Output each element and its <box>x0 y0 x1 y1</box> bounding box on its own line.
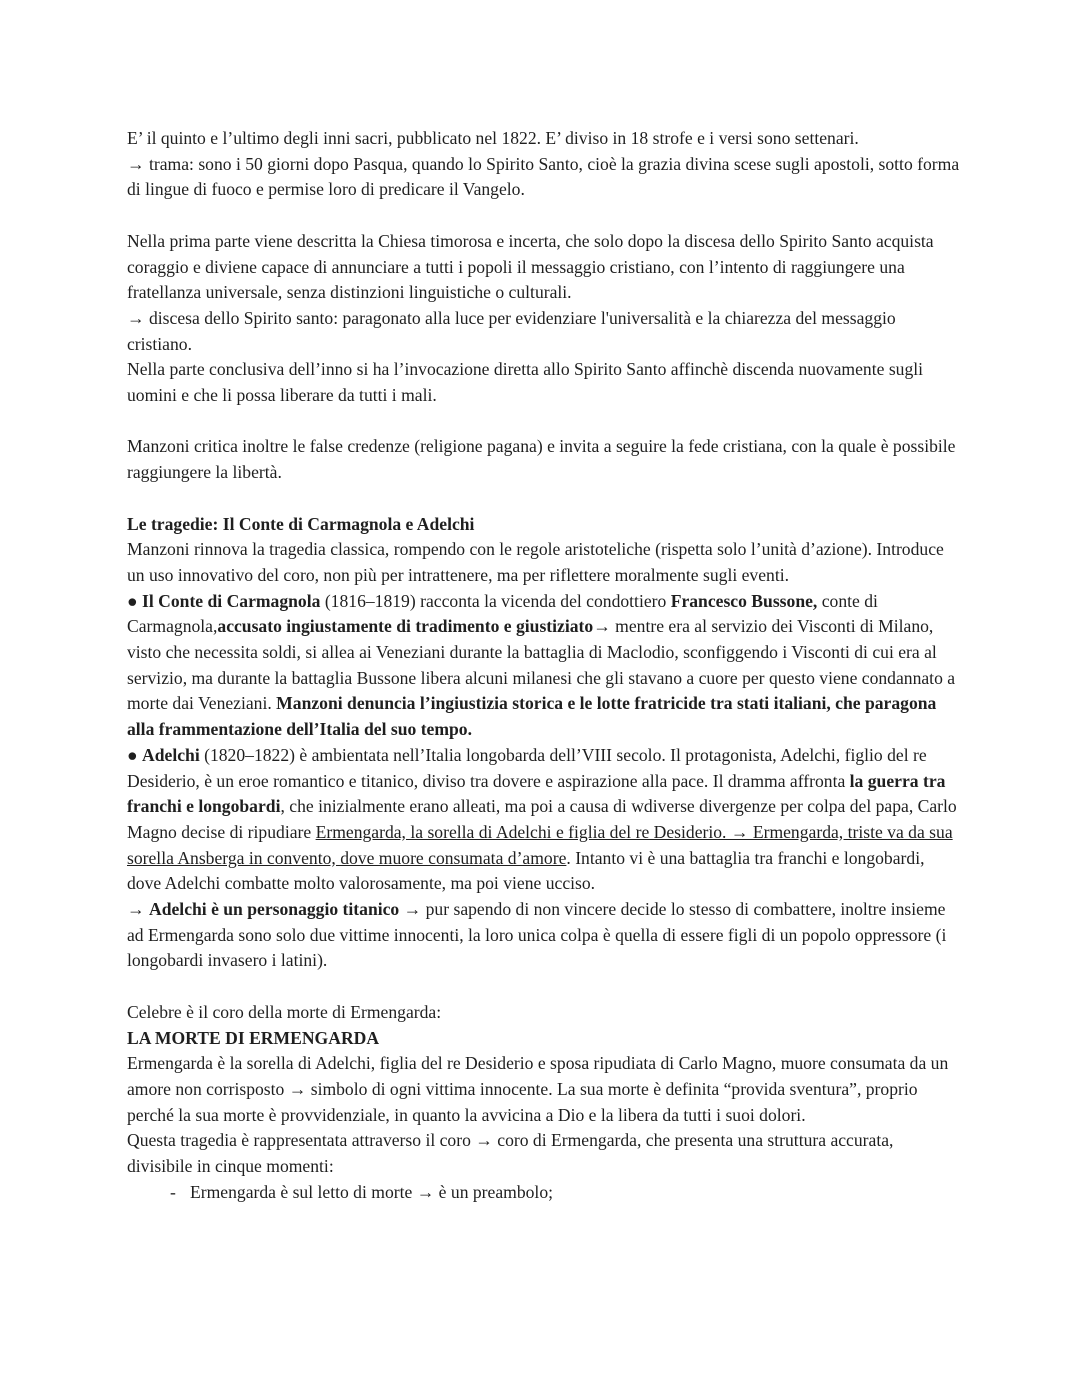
ermengarda-heading: LA MORTE DI ERMENGARDA <box>127 1027 380 1048</box>
adelchi-text-1: (1820–1822) è ambientata nell’Italia longobarda dell’VIII secolo. Il protagonista, Adelchi, figlio del re Desiderio, è un eroe romantico e titanico, diviso tra dovere e aspirazione alla pace. Il dramma affronta <box>127 744 927 791</box>
tragedie-heading: Le tragedie: Il Conte di Carmagnola e Adelchi <box>127 513 475 534</box>
dash-mark: - <box>170 1181 176 1202</box>
adelchi-underlined: Ermengarda, la sorella di Adelchi e figlia del re Desiderio. → Ermengarda, triste va da sua sorella Ansberga in convento, dove muore consumata d’amore <box>127 821 953 868</box>
carmagnola-text-1: (1816–1819) racconta la vicenda del condottiero <box>320 590 671 611</box>
ermengarda-moments-list <box>127 1180 962 1206</box>
bullet-mark: ● <box>127 744 143 765</box>
carmagnola-paragraph <box>127 589 962 743</box>
tragedie-intro: Manzoni rinnova la tragedia classica, rompendo con le regole aristoteliche (rispetta solo l’unità d’azione). Introduce un uso innovativo del coro, non più per intrattenere, ma per riflettere moralmente sugli eventi. <box>127 539 944 585</box>
adelchi-text-3: . Intanto vi è una battaglia tra franchi e longobardi, dove Adelchi combatte molto valorosamente, ma poi viene ucciso. <box>127 847 925 894</box>
ermengarda-intro: Celebre è il coro della morte di Ermengarda: <box>127 1001 442 1022</box>
spacer <box>127 409 962 435</box>
spacer <box>127 974 962 1000</box>
carmagnola-bold-1: Francesco Bussone, <box>670 590 818 611</box>
titanic-bold: Adelchi è un personaggio titanico <box>149 899 400 920</box>
adelchi-title: Adelchi <box>142 744 200 765</box>
carmagnola-text-3: → mentre era al servizio dei Visconti di Milano, visto che necessita soldi, si allea ai Veneziani durante la battaglia di Maclodio, sconfiggendo i Visconti di cui era al servizio, ma durante la battaglia Bussone libera alcuni milanesi che gli stavano a cuore per questo viene condannato a morte dai Veneziani. <box>127 616 956 714</box>
spacer <box>127 486 962 512</box>
arrow-mark: → <box>127 899 149 920</box>
intro-line-1: E’ il quinto e l’ultimo degli inni sacri, pubblicato nel 1822. E’ diviso in 18 strofe e i versi sono settenari. <box>127 128 859 148</box>
carmagnola-title: Il Conte di Carmagnola <box>142 590 321 611</box>
bullet-mark: ● <box>127 590 143 611</box>
critique-paragraph: Manzoni critica inoltre le false credenze (religione pagana) e invita a seguire la fede cristiana, con la quale è possibile raggiungere la libertà. <box>127 436 956 483</box>
part1-paragraph-3: Nella parte conclusiva dell’inno si ha l’invocazione diretta allo Spirito Santo affinchè discenda nuovamente sugli uomini e che li possa liberare da tutti i mali. <box>127 359 924 406</box>
ermengarda-paragraph-1: Ermengarda è la sorella di Adelchi, figlia del re Desiderio e sposa ripudiata di Carlo Magno, muore consumata da un amore non corrisposto → simbolo di ogni vittima innocente. La sua morte è definita “provida sventura”, proprio perché la sua morte è provvidenziale, in quanto la avvicina a Dio e la libera da tutti i suoi dolori. <box>127 1053 949 1125</box>
titanic-text: → pur sapendo di non vincere decide lo stesso di combattere, inoltre insieme ad Ermengarda sono solo due vittime innocenti, la loro unica colpa è quella di essere figli di un popolo oppressore (i longobardi invasero i latini). <box>127 899 947 971</box>
document-page <box>127 126 962 1205</box>
adelchi-text-2: , che inizialmente erano alleati, ma poi a causa di wdiverse divergenze per colpa del papa, Carlo Magno decise di ripudiare <box>127 796 957 842</box>
spacer <box>127 203 962 229</box>
carmagnola-text-2: conte di Carmagnola, <box>127 590 878 637</box>
list-item <box>127 1180 962 1206</box>
part1-paragraph-2: → discesa dello Spirito santo: paragonato alla luce per evidenziare l'universalità e la chiarezza del messaggio cristiano. <box>127 307 896 354</box>
part1-paragraph-1: Nella prima parte viene descritta la Chiesa timorosa e incerta, che solo dopo la discesa dello Spirito Santo acquista coraggio e diviene capace di annunciare a tutti i popoli il messaggio cristiano, con l’intento di raggiungere una fratellanza universale, senza distinzioni linguistiche o culturali. <box>127 230 934 303</box>
ermengarda-paragraph-2: Questa tragedia è rappresentata attraverso il coro → coro di Ermengarda, che presenta una struttura accurata, divisibile in cinque momenti: <box>127 1130 894 1177</box>
adelchi-paragraph <box>127 743 962 897</box>
list-item-text: Ermengarda è sul letto di morte → è un preambolo; <box>190 1181 554 1202</box>
adelchi-bold-1: la guerra tra franchi e longobardi <box>127 770 946 817</box>
carmagnola-bold-2: accusato ingiustamente di tradimento e giustiziato <box>217 616 594 637</box>
carmagnola-bold-3: Manzoni denuncia l’ingiustizia storica e le lotte fratricide tra stati italiani, che paragona alla frammentazione dell’Italia del suo tempo. <box>127 693 937 740</box>
intro-plot: → trama: sono i 50 giorni dopo Pasqua, quando lo Spirito Santo, cioè la grazia divina scese sugli apostoli, sotto forma di lingue di fuoco e permise loro di predicare il Vangelo. <box>127 153 960 200</box>
titanic-paragraph <box>127 897 962 974</box>
